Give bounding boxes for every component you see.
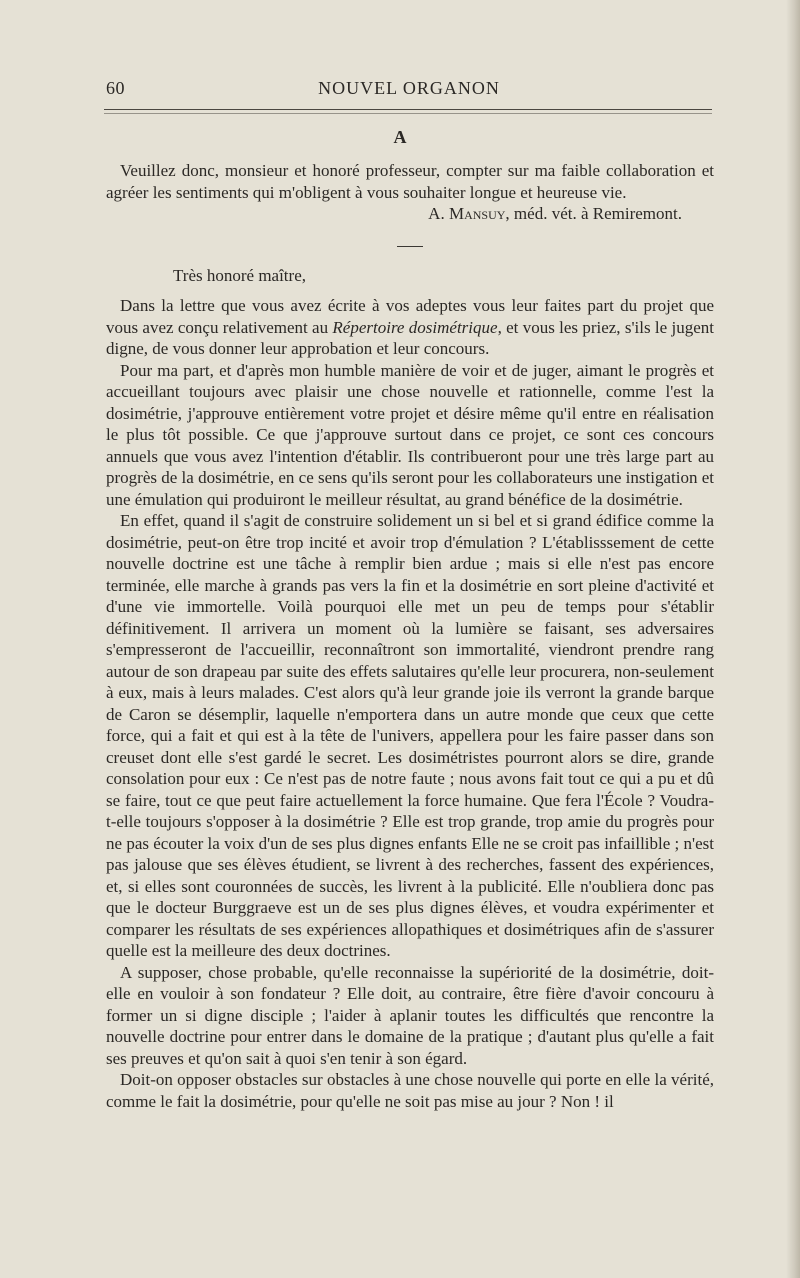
- page-number: 60: [106, 78, 125, 98]
- closing-block: [106, 160, 714, 225]
- page-header: [106, 78, 712, 104]
- header-rule: [104, 109, 712, 110]
- running-title: NOUVEL ORGANON: [318, 78, 500, 98]
- header-rule-thin: [104, 113, 712, 114]
- signature-initial: A.: [428, 204, 449, 223]
- letter-body: [106, 295, 714, 1112]
- page-edge: [786, 0, 800, 1278]
- salutation: Très honoré maître,: [173, 266, 306, 285]
- signature: [106, 203, 714, 225]
- paragraph-2: Pour ma part, et d'après mon humble manière de voir et de juger, aimant le progrès et accueillant toujours avec plaisir une chose nouvelle et rationnelle, comme l'est la dosimétrie, j'approuve entièrement votre projet et désire même qu'il entre en réalisation le plus tôt possible. Ce que j'approuve surtout dans ce projet, ce sont ces concours annuels que vous avez l'intention d'établir. Ils contribueront pour une très large part au progrès de la dosimétrie, en ce sens qu'ils seront pour les collaborateurs une instigation et une émulation qui produiront le meilleur résultat, au grand bénéfice de la dosimétrie.: [106, 360, 714, 509]
- signature-title: , méd. vét. à Remiremont.: [505, 204, 682, 223]
- signature-name: Mansuy: [448, 204, 506, 223]
- paragraph-1: [106, 295, 714, 360]
- paragraph-3: En effet, quand il s'agit de construire solidement un si bel et si grand édifice comme la dosimétrie, peut-on être trop incité et avoir trop d'émulation ? L'établisssement de cette nouvelle doctrine est une tâche à remplir bien ardue ; mais si elle n'est pas encore terminée, elle marche à grands pas vers la fin et la dosimétrie en sort pleine d'activité et d'une vie immortelle. Voilà pourquoi elle met un peu de temps pour s'établir définitivement. Il arrivera un moment où la lumière se faisant, ses adversaires s'empresseront de l'accueillir, reconnaîtront son immortalité, viendront prendre rang autour de son drapeau par suite des effets salutaires qu'elle leur procurera, non-seulement à eux, mais à leurs malades. C'est alors qu'à leur grande joie ils verront la grande barque de Caron se désemplir, laquelle n'emportera dans un autre monde que ceux que cette force, qui a fait et qui est à la tête de l'univers, appellera pour les faire passer dans son creuset dont elle s'est gardé le secret. Les dosimétristes pourront alors se dire, grande consolation pour eux : Ce n'est pas de notre faute ; nous avons fait tout ce qui a pu et dû se faire, tout ce que peut faire actuellement la force humaine. Que fera l'École ? Voudra-t-elle toujours s'opposer à la dosimétrie ? Elle est trop grande, trop amie du progrès pour ne pas écouter la voix d'un de ses plus dignes enfants Elle ne se croit pas infaillible ; n'est pas jalouse que ses élèves étudient, se livrent à des recherches, fassent des expériences, et, si elles sont couronnées de succès, les livrent à la publicité. Elle n'oubliera donc pas que le docteur Burggraeve est un de ses plus dignes élèves, et voudra expérimenter et comparer les résultats de ses expériences allopathiques et dosimétriques afin de s'assurer quelle est la meilleure des deux doctrines.: [106, 511, 714, 960]
- paragraph-1-end: , et vous les priez, s'ils le jugent digne, de vous donner leur approbation et leur concours.: [106, 317, 714, 358]
- paragraph-1-title: Répertoire dosimétrique: [332, 317, 498, 337]
- paragraph-1-start: Dans la lettre que vous avez écrite à vos adeptes vous leur faites part du projet que vous avez conçu relativement au: [106, 296, 714, 337]
- ornament-letter: A: [393, 127, 407, 147]
- paragraph-4: A supposer, chose probable, qu'elle reconnaisse la supériorité de la dosimétrie, doit-elle en vouloir à son fondateur ? Elle doit, au contraire, être fière d'avoir concouru à former un si digne disciple ; l'aider à aplanir toutes les difficultés que rencontre la nouvelle doctrine pour entrer dans le domaine de la pratique ; d'autant plus qu'elle a fait ses preuves et qu'on sait à quoi s'en tenir à son égard.: [106, 962, 714, 1068]
- paragraph-5: Doit-on opposer obstacles sur obstacles à une chose nouvelle qui porte en elle la vérité, comme le fait la dosimétrie, pour qu'elle ne soit pas mise au jour ? Non ! il: [106, 1070, 714, 1111]
- section-separator: [397, 246, 423, 247]
- closing-paragraph: Veuillez donc, monsieur et honoré professeur, compter sur ma faible collaboration et agréer les sentiments qui m'obligent à vous souhaiter longue et heureuse vie.: [106, 161, 714, 202]
